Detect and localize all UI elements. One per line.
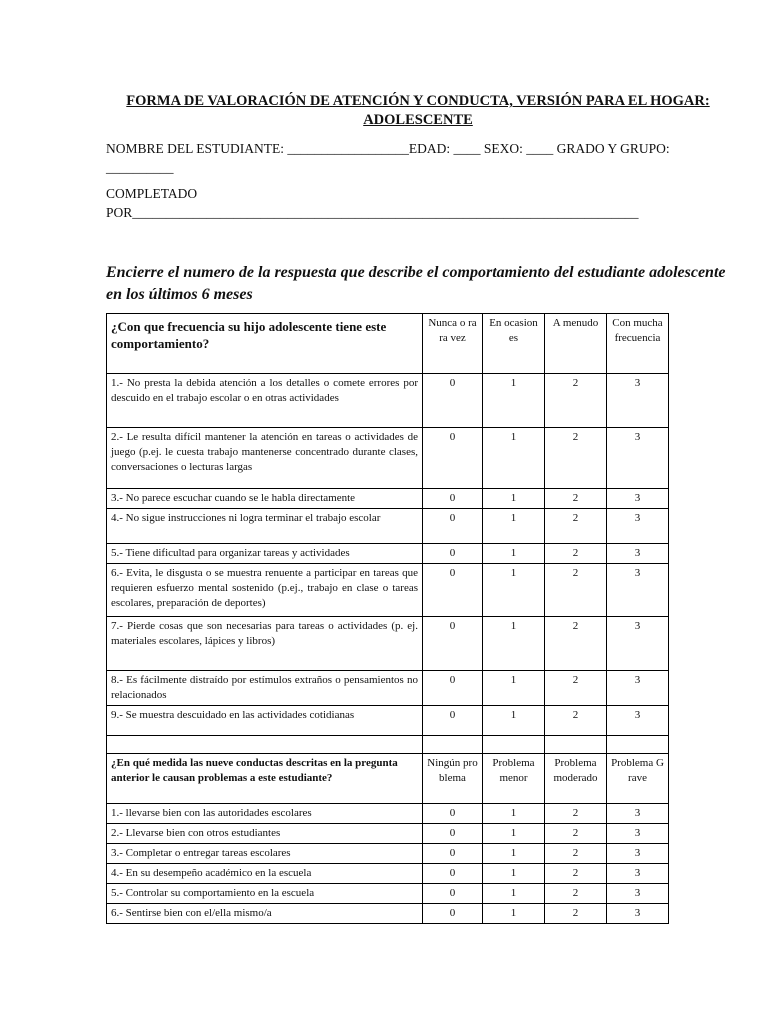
rating-value: 2 [545,564,607,617]
spacer-cell [423,736,483,754]
rating-value: 2 [545,671,607,706]
rating-value: 0 [423,706,483,736]
rating-value: 1 [483,564,545,617]
section1-question: ¿Con que frecuencia su hijo adolescente tiene este comportamiento? [107,314,423,374]
rating-value: 0 [423,617,483,671]
rating-value: 0 [423,804,483,824]
rating-value: 3 [607,824,669,844]
table-row [107,844,669,864]
rating-value: 3 [607,428,669,489]
rating-value: 1 [483,509,545,544]
item-text: 7.- Pierde cosas que son necesarias para tareas o actividades (p. ej. materiales escolares, lápices y libros) [107,617,423,671]
rating-value: 3 [607,844,669,864]
rating-value: 1 [483,428,545,489]
item-text: 8.- Es fácilmente distraído por estímulos extraños o pensamientos no relacionados [107,671,423,706]
item-text: 6.- Evita, le disgusta o se muestra renuente a participar en tareas que requieren esfuerzo mental sostenido (p.ej., trabajo en clase o tareas escolares, preparación de deportes) [107,564,423,617]
rating-value: 1 [483,824,545,844]
rating-value: 3 [607,864,669,884]
rating-value: 2 [545,489,607,509]
item-text: 2.- Llevarse bien con otros estudiantes [107,824,423,844]
rating-value: 2 [545,864,607,884]
section2-column-header: Problema Grave [607,754,669,804]
rating-value: 1 [483,671,545,706]
table-row [107,884,669,904]
rating-value: 3 [607,804,669,824]
rating-value: 2 [545,804,607,824]
rating-value: 0 [423,844,483,864]
rating-value: 1 [483,706,545,736]
rating-value: 3 [607,904,669,924]
table-row [107,374,669,428]
rating-value: 0 [423,489,483,509]
table-row [107,824,669,844]
spacer-cell [607,736,669,754]
item-text: 9.- Se muestra descuidado en las actividades cotidianas [107,706,423,736]
rating-value: 3 [607,671,669,706]
item-text: 4.- En su desempeño académico en la escuela [107,864,423,884]
section2-column-header: Problema moderado [545,754,607,804]
rating-value: 2 [545,509,607,544]
rating-value: 1 [483,804,545,824]
rating-value: 2 [545,824,607,844]
rating-value: 0 [423,544,483,564]
student-info-line: NOMBRE DEL ESTUDIANTE: __________________EDAD: ____ SEXO: ____ GRADO Y GRUPO: [106,141,670,156]
rating-table [106,313,669,924]
item-text: 4.- No sigue instrucciones ni logra terminar el trabajo escolar [107,509,423,544]
table-row [107,671,669,706]
rating-value: 1 [483,884,545,904]
rating-value: 3 [607,374,669,428]
section1-header-row [107,314,669,374]
section2-column-header: Problema menor [483,754,545,804]
rating-value: 3 [607,884,669,904]
rating-value: 2 [545,428,607,489]
rating-value: 1 [483,374,545,428]
item-text: 1.- No presta la debida atención a los detalles o comete errores por descuido en el trabajo escolar o en otras actividades [107,374,423,428]
rating-value: 2 [545,617,607,671]
rating-value: 3 [607,509,669,544]
section2-header-row [107,754,669,804]
rating-value: 2 [545,374,607,428]
rating-value: 1 [483,544,545,564]
rating-value: 2 [545,706,607,736]
rating-value: 3 [607,544,669,564]
spacer-row [107,736,669,754]
item-text: 3.- Completar o entregar tareas escolares [107,844,423,864]
item-text: 2.- Le resulta difícil mantener la atención en tareas o actividades de juego (p.ej. le cuesta trabajo mantenerse concentrado durante clases, conversaciones o lecturas largas [107,428,423,489]
section2-column-header: Ningún problema [423,754,483,804]
table-row [107,544,669,564]
section1-column-header: En ocasiones [483,314,545,374]
table-row [107,428,669,489]
rating-value: 1 [483,844,545,864]
table-row [107,509,669,544]
item-text: 1.- llevarse bien con las autoridades escolares [107,804,423,824]
table-row [107,489,669,509]
rating-value: 2 [545,544,607,564]
completed-by-line: POR___________________________________________________________________________ [106,205,639,220]
rating-value: 3 [607,489,669,509]
form-title: FORMA DE VALORACIÓN DE ATENCIÓN Y CONDUCTA, VERSIÓN PARA EL HOGAR: ADOLESCENTE [126,93,710,128]
section1-column-header: Nunca o rara vez [423,314,483,374]
rating-value: 0 [423,671,483,706]
rating-value: 0 [423,904,483,924]
item-text: 6.- Sentirse bien con el/ella mismo/a [107,904,423,924]
spacer-cell [483,736,545,754]
rating-value: 2 [545,884,607,904]
rating-value: 3 [607,617,669,671]
section1-column-header: A menudo [545,314,607,374]
table-row [107,564,669,617]
rating-value: 1 [483,617,545,671]
spacer-cell [545,736,607,754]
item-text: 5.- Tiene dificultad para organizar tareas y actividades [107,544,423,564]
rating-value: 0 [423,824,483,844]
table-row [107,617,669,671]
rating-value: 0 [423,428,483,489]
instructions: Encierre el numero de la respuesta que describe el comportamiento del estudiante adolescente en los últimos 6 meses [106,264,726,303]
rating-value: 3 [607,706,669,736]
rating-value: 3 [607,564,669,617]
rating-value: 0 [423,564,483,617]
table-row [107,864,669,884]
completed-label: COMPLETADO [106,186,198,201]
rating-value: 1 [483,904,545,924]
section1-column-header: Con mucha frecuencia [607,314,669,374]
rating-value: 0 [423,509,483,544]
item-text: 5.- Controlar su comportamiento en la escuela [107,884,423,904]
table-row [107,904,669,924]
table-row [107,706,669,736]
item-text: 3.- No parece escuchar cuando se le habla directamente [107,489,423,509]
student-info-line-cont: __________ [106,160,174,175]
rating-value: 0 [423,864,483,884]
rating-value: 2 [545,904,607,924]
rating-value: 0 [423,884,483,904]
rating-value: 1 [483,489,545,509]
spacer-cell [107,736,423,754]
rating-value: 0 [423,374,483,428]
rating-value: 2 [545,844,607,864]
rating-value: 1 [483,864,545,884]
table-row [107,804,669,824]
section2-question: ¿En qué medida las nueve conductas descritas en la pregunta anterior le causan problemas a este estudiante? [107,754,423,804]
